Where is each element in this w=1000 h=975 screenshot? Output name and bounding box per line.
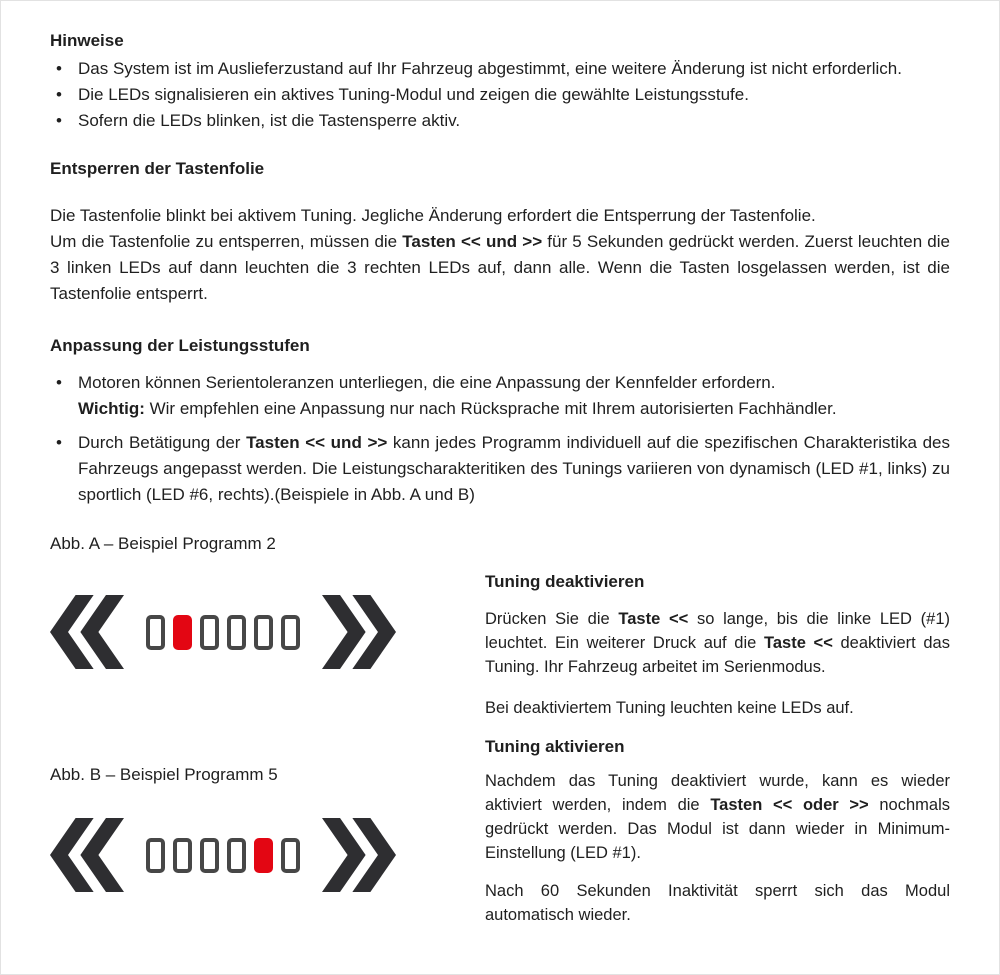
hinweise-item-2: • Die LEDs signalisieren ein aktives Tuning-Modul und zeigen die gewählte Leistungsstufe. <box>50 82 950 108</box>
section-title-anpassung: Anpassung der Leistungsstufen <box>50 336 310 355</box>
led-strip-program-5 <box>146 838 300 873</box>
bold-wichtig: Wichtig: <box>78 399 145 418</box>
double-chevron-left-icon <box>50 593 124 671</box>
led-indicator-off <box>173 838 192 873</box>
section-title-entsperren: Entsperren der Tastenfolie <box>50 159 265 178</box>
led-indicator-off <box>146 615 165 650</box>
led-indicator-off <box>227 838 246 873</box>
figure-a-label: Abb. A – Beispiel Programm 2 <box>50 534 276 553</box>
figure-b-label: Abb. B – Beispiel Programm 5 <box>50 765 278 784</box>
led-indicator-off <box>227 615 246 650</box>
led-indicator-off <box>281 838 300 873</box>
section-anpassung <box>50 335 950 508</box>
anpassung-list <box>50 370 950 508</box>
bold-taste-left: Taste << <box>618 610 689 628</box>
led-indicator-off <box>254 615 273 650</box>
figures-and-instructions <box>50 533 950 927</box>
led-indicator-on <box>173 615 192 650</box>
led-indicator-off <box>146 838 165 873</box>
entsperren-line1: Die Tastenfolie blinkt bei aktivem Tuning. Jegliche Änderung erfordert die Entsperrung der Tastenfolie. <box>50 206 816 225</box>
hinweise-list <box>50 56 950 134</box>
led-strip-program-2 <box>146 615 300 650</box>
led-indicator-off <box>200 615 219 650</box>
entsperren-text <box>50 203 950 307</box>
figure-b-led-display <box>50 816 485 894</box>
led-indicator-on <box>254 838 273 873</box>
bold-tasten-keys: Tasten << oder >> <box>710 796 869 814</box>
double-chevron-left-icon <box>50 816 124 894</box>
instructions-column <box>485 533 950 927</box>
led-indicator-off <box>200 838 219 873</box>
bold-tasten-keys: Tasten << und >> <box>402 232 543 251</box>
figures-column <box>50 533 485 927</box>
tuning-deaktivieren-paragraph: Drücken Sie die Taste << so lange, bis die linke LED (#1) leuchtet. Ein weiterer Druck auf die Taste << deaktiviert das Tuning. Ihr Fahrzeug arbeitet im Serienmodus. <box>485 610 951 676</box>
section-hinweise <box>50 30 950 134</box>
led-indicator-off <box>281 615 300 650</box>
double-chevron-right-icon <box>322 593 396 671</box>
hinweise-item-1: • Das System ist im Auslieferzustand auf Ihr Fahrzeug abgestimmt, eine weitere Änderung ist nicht erforderlich. <box>50 56 950 82</box>
bold-taste-left: Taste << <box>764 634 833 652</box>
hinweise-item-3: • Sofern die LEDs blinken, ist die Tastensperre aktiv. <box>50 108 950 134</box>
anpassung-item-2: • Durch Betätigung der Tasten << und >> kann jedes Programm individuell auf die spezifischen Charakteristika des Fahrzeugs angepasst werden. Die Leistungscharakteritiken des Tunings variieren von dynamisch (LED #1, links) zu sportlich (LED #6, rechts).(Beispiele in Abb. A und B) <box>50 430 950 508</box>
entsperren-paragraph: Um die Tastenfolie zu entsperren, müssen die Tasten << und >> für 5 Sekunden gedrückt werden. Zuerst leuchten die 3 linken LEDs auf dann leuchten die 3 rechten LEDs auf, dann alle. Wenn die Tasten losgelassen werden, ist die Tastenfolie entsperrt. <box>50 232 950 303</box>
figure-a-led-display <box>50 593 485 671</box>
anpassung-item-1: • Motoren können Serientoleranzen unterliegen, die eine Anpassung der Kennfelder erfordern. Wichtig: Wir empfehlen eine Anpassung nur nach Rücksprache mit Ihrem autorisierten Fachhändler. <box>50 370 950 422</box>
tuning-deaktivieren-note: Bei deaktiviertem Tuning leuchten keine LEDs auf. <box>485 699 854 717</box>
tuning-aktivieren-paragraph: Nachdem das Tuning deaktiviert wurde, kann es wieder aktiviert werden, indem die Tasten << oder >> nochmals gedrückt werden. Das Modul ist dann wieder in Minimum-Einstellung (LED #1). <box>485 772 950 862</box>
section-title-hinweise: Hinweise <box>50 31 124 50</box>
section-entsperren <box>50 158 950 307</box>
section-title-tuning-deaktivieren: Tuning deaktivieren <box>485 572 645 591</box>
double-chevron-right-icon <box>322 816 396 894</box>
bold-tasten-keys: Tasten << und >> <box>246 433 388 452</box>
section-title-tuning-aktivieren: Tuning aktivieren <box>485 737 625 756</box>
tuning-aktivieren-note: Nach 60 Sekunden Inaktivität sperrt sich das Modul automatisch wieder. <box>485 882 950 924</box>
